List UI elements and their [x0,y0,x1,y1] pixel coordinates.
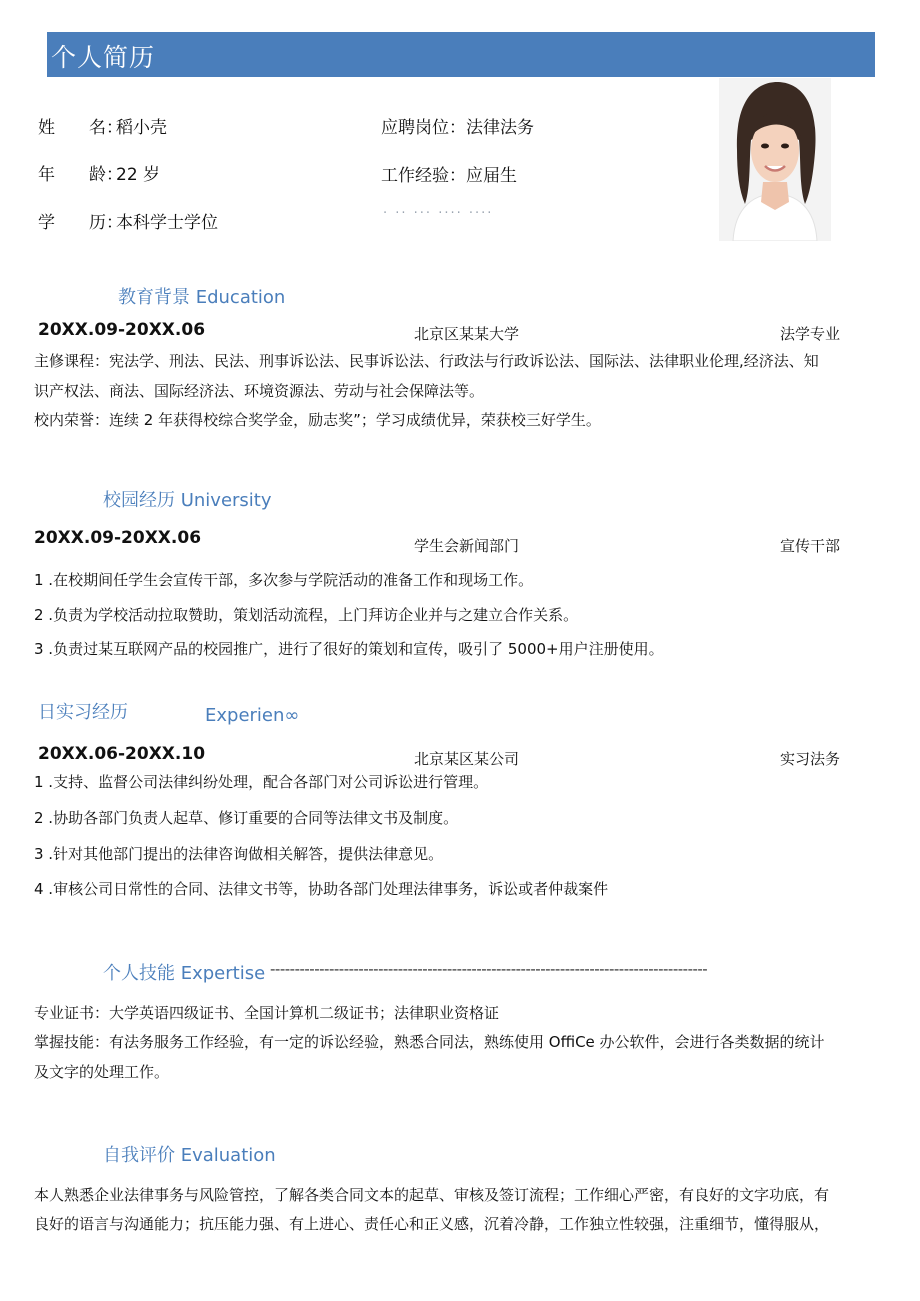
profile-experience [381,161,517,186]
experience-label: 工作经验： [381,166,466,186]
campus-item: 1 .在校期间任学生会宣传干部，多次参与学院活动的准备工作和现场工作。 [34,571,534,589]
name-value: 稻小壳 [116,118,167,138]
profile-photo [719,78,831,241]
internship-item: 2 .协助各部门负责人起草、修订重要的合同等法律文书及制度。 [34,809,459,827]
education-courses-line1: 主修课程：宪法学、刑法、民法、刑事诉讼法、民事诉讼法、行政法与行政诉讼法、国际法、法律职业伦理,经济法、知 [34,352,819,370]
education-major: 法学专业 [780,325,841,343]
internship-title-en: Experien∞ [205,705,300,726]
profile-education [38,208,218,233]
skills-certificates: 专业证书：大学英语四级证书、全国计算机二级证书；法律职业资格证 [34,1004,500,1022]
page-title: 个人简历 [51,43,156,72]
education-value: 本科学士学位 [116,213,218,233]
skills-title: 个人技能 Expertise [103,963,266,984]
evaluation-line2: 良好的语言与沟通能力；抗压能力强、有上进心、责任心和正义感，沉着冷静，工作独立性较强，注重细节，懂得服从， [34,1215,830,1233]
skills-divider: ----------------------------------------------------------------------------------------- [270,960,708,978]
campus-date: 20XX.09-20XX.06 [34,528,202,548]
profile-age [38,160,160,185]
education-courses-line2: 识产权法、商法、国际经济法、环境资源法、劳动与社会保障法等。 [34,382,485,400]
education-title: 教育背景 Education [118,287,286,308]
internship-item: 3 .针对其他部门提出的法律咨询做相关解答，提供法律意见。 [34,845,444,863]
phone-partial: · ·· ··· ···· ···· [383,206,494,221]
internship-item: 1 .支持、监督公司法律纠纷处理，配合各部门对公司诉讼进行管理。 [34,773,489,791]
campus-role: 宣传干部 [780,537,841,555]
evaluation-title: 自我评价 Evaluation [103,1145,276,1166]
internship-role: 实习法务 [780,750,841,768]
education-label: 学 历： [38,213,123,233]
profile-position [381,113,534,138]
position-value: 法律法务 [466,118,534,138]
education-date: 20XX.09-20XX.06 [38,320,206,340]
internship-company: 北京某区某公司 [414,750,520,768]
campus-org: 学生会新闻部门 [414,537,520,555]
skills-abilities-line1: 掌握技能：有法务服务工作经验，有一定的诉讼经验，熟悉合同法，熟练使用 OffiCe 办公软件，会进行各类数据的统计 [34,1033,825,1051]
education-school: 北京区某某大学 [414,325,520,343]
internship-title-cn: 日实习经历 [38,702,128,723]
education-honors: 校内荣誉：连续 2 年获得校综合奖学金，励志奖”；学习成绩优异，荣获校三好学生。 [34,411,601,429]
age-label: 年 龄： [38,165,123,185]
internship-date: 20XX.06-20XX.10 [38,744,206,764]
age-value: 22 岁 [116,165,161,185]
campus-item: 3 .负责过某互联网产品的校园推广，进行了很好的策划和宣传，吸引了 5000+用户注册使用。 [34,640,664,658]
skills-abilities-line2: 及文字的处理工作。 [34,1063,170,1081]
header-banner [47,32,875,77]
campus-title: 校园经历 University [103,490,272,511]
position-label: 应聘岗位： [381,118,466,138]
portrait-image [719,78,831,241]
internship-item: 4 .审核公司日常性的合同、法律文书等，协助各部门处理法律事务，诉讼或者仲裁案件 [34,880,609,898]
evaluation-line1: 本人熟悉企业法律事务与风险管控，了解各类合同文本的起草、审核及签订流程；工作细心严密，有良好的文字功底，有 [34,1186,830,1204]
name-label: 姓 名： [38,118,123,138]
campus-item: 2 .负责为学校活动拉取赞助，策划活动流程，上门拜访企业并与之建立合作关系。 [34,606,579,624]
experience-value: 应届生 [466,166,517,186]
profile-name [38,113,167,138]
